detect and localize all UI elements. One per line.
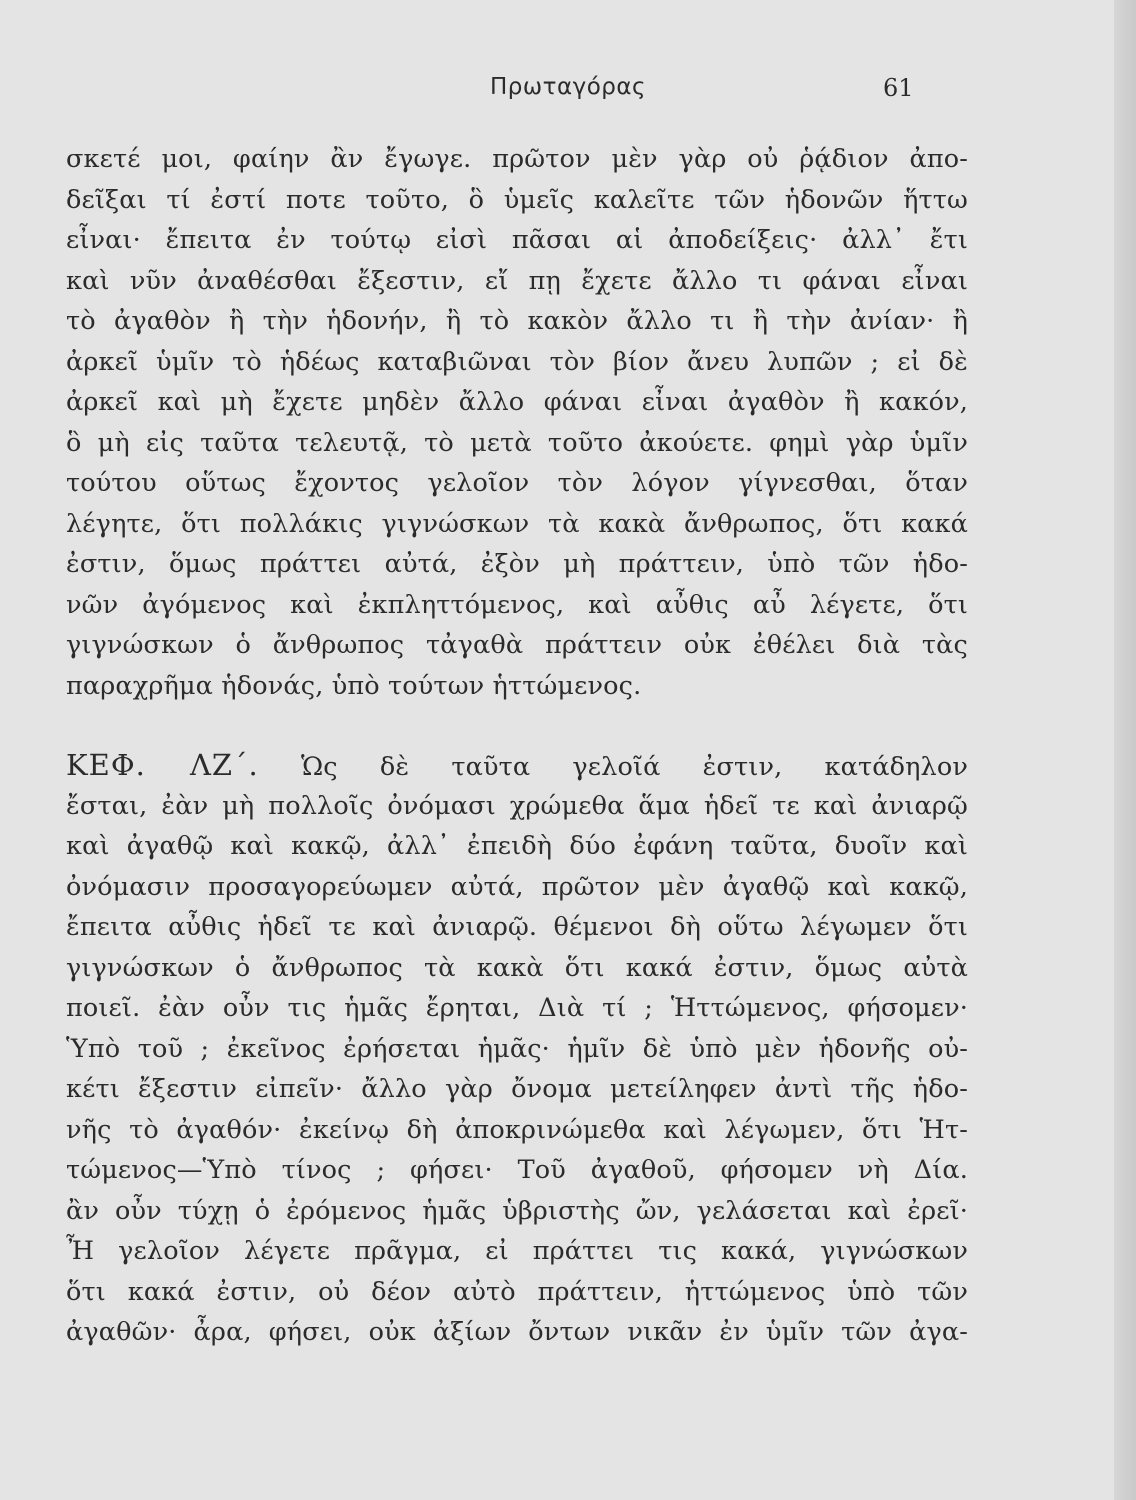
page-header — [0, 74, 1136, 110]
text-line: ὃ μὴ εἰς ταῦτα τελευτᾷ, τὸ μετὰ τοῦτο ἀκούετε. φημὶ γὰρ ὑμῖν — [66, 427, 968, 458]
text-line: ἔσται, ἐὰν μὴ πολλοῖς ὀνόμασι χρώμεθα ἅμα ἡδεῖ τε καὶ ἀνιαρῷ — [66, 790, 968, 821]
text-line: καὶ ἀγαθῷ καὶ κακῷ, ἀλλ᾽ ἐπειδὴ δύο ἐφάνη ταῦτα, δυοῖν καὶ — [66, 831, 968, 861]
text-line: Ὡς δὲ ταῦτα γελοῖά ἐστιν, κατάδηλον — [300, 752, 968, 782]
page-edge-shadow — [1114, 0, 1136, 1500]
text-line: ἐστιν, ὅμως πράττει αὐτά, ἐξὸν μὴ πράττειν, ὑπὸ τῶν ἡδο- — [66, 549, 968, 579]
chapter-first-line — [66, 745, 968, 786]
text-line: τώμενος—Ὑπὸ τίνος ; φήσει· Τοῦ ἀγαθοῦ, φήσομεν νὴ Δία. — [66, 1155, 968, 1185]
text-line: καὶ νῦν ἀναθέσθαι ἔξεστιν, εἴ πῃ ἔχετε ἄλλο τι φάναι εἶναι — [66, 265, 968, 296]
text-line: Ἦ γελοῖον λέγετε πρᾶγμα, εἰ πράττει τις κακά, γιγνώσκων — [66, 1236, 968, 1266]
text-line: ἂν οὖν τύχῃ ὁ ἐρόμενος ἡμᾶς ὑβριστὴς ὤν, γελάσεται καὶ ἐρεῖ· — [66, 1195, 968, 1226]
text-line: τούτου οὕτως ἔχοντος γελοῖον τὸν λόγον γίγνεσθαι, ὅταν — [66, 468, 968, 498]
text-line: ὅτι κακά ἐστιν, οὐ δέον αὐτὸ πράττειν, ἡττώμενος ὑπὸ τῶν — [66, 1276, 968, 1307]
chapter-heading: ΚΕΦ. ΛΖ΄. — [66, 748, 259, 782]
text-line: εἶναι· ἔπειτα ἐν τούτῳ εἰσὶ πᾶσαι αἱ ἀποδείξεις· ἀλλ᾽ ἔτι — [66, 225, 968, 255]
running-title: Πρωταγόρας — [489, 74, 647, 100]
text-line: ὀνόμασιν προσαγορεύωμεν αὐτά, πρῶτον μὲν ἀγαθῷ καὶ κακῷ, — [66, 871, 968, 902]
paragraph-2 — [66, 745, 968, 1353]
text-line: ποιεῖ. ἐὰν οὖν τις ἡμᾶς ἔρηται, Διὰ τί ; Ἡττώμενος, φήσομεν· — [66, 993, 968, 1023]
page-number: 61 — [883, 74, 914, 102]
text-line: γιγνώσκων ὁ ἄνθρωπος τἀγαθὰ πράττειν οὐκ ἐθέλει διὰ τὰς — [66, 630, 968, 660]
text-line: Ὑπὸ τοῦ ; ἐκεῖνος ἐρήσεται ἡμᾶς· ἡμῖν δὲ ὑπὸ μὲν ἡδονῆς οὐ- — [66, 1033, 968, 1064]
text-line: παραχρῆμα ἡδονάς, ὑπὸ τούτων ἡττώμενος. — [66, 670, 642, 701]
text-line: δεῖξαι τί ἐστί ποτε τοῦτο, ὃ ὑμεῖς καλεῖτε τῶν ἡδονῶν ἥττω — [66, 184, 968, 215]
text-line: ἀγαθῶν· ἆρα, φήσει, οὐκ ἀξίων ὄντων νικᾶν ἐν ὑμῖν τῶν ἀγα- — [66, 1317, 968, 1347]
text-line: λέγητε, ὅτι πολλάκις γιγνώσκων τὰ κακὰ ἄνθρωπος, ὅτι κακά — [66, 508, 968, 539]
text-line: κέτι ἔξεστιν εἰπεῖν· ἄλλο γὰρ ὄνομα μετείληφεν ἀντὶ τῆς ἡδο- — [66, 1074, 968, 1104]
text-line: νῶν ἀγόμενος καὶ ἐκπληττόμενος, καὶ αὖθις αὖ λέγετε, ὅτι — [66, 589, 968, 620]
text-line: ἀρκεῖ καὶ μὴ ἔχετε μηδὲν ἄλλο φάναι εἶναι ἀγαθὸν ἢ κακόν, — [66, 387, 968, 417]
paragraph-1 — [66, 139, 968, 706]
text-line: σκετέ μοι, φαίην ἂν ἔγωγε. πρῶτον μὲν γὰρ οὐ ῥᾴδιον ἀπο- — [66, 144, 968, 174]
text-line: τὸ ἀγαθὸν ἢ τὴν ἡδονήν, ἢ τὸ κακὸν ἄλλο τι ἢ τὴν ἀνίαν· ἢ — [66, 306, 968, 336]
text-line: νῆς τὸ ἀγαθόν· ἐκείνῳ δὴ ἀποκρινώμεθα καὶ λέγωμεν, ὅτι Ἡτ- — [66, 1114, 968, 1145]
text-line: ἔπειτα αὖθις ἡδεῖ τε καὶ ἀνιαρῷ. θέμενοι δὴ οὕτω λέγωμεν ὅτι — [66, 912, 968, 942]
text-line: ἀρκεῖ ὑμῖν τὸ ἡδέως καταβιῶναι τὸν βίον ἄνευ λυπῶν ; εἰ δὲ — [66, 346, 968, 377]
text-line: γιγνώσκων ὁ ἄνθρωπος τὰ κακὰ ὅτι κακά ἐστιν, ὅμως αὐτὰ — [66, 952, 968, 983]
